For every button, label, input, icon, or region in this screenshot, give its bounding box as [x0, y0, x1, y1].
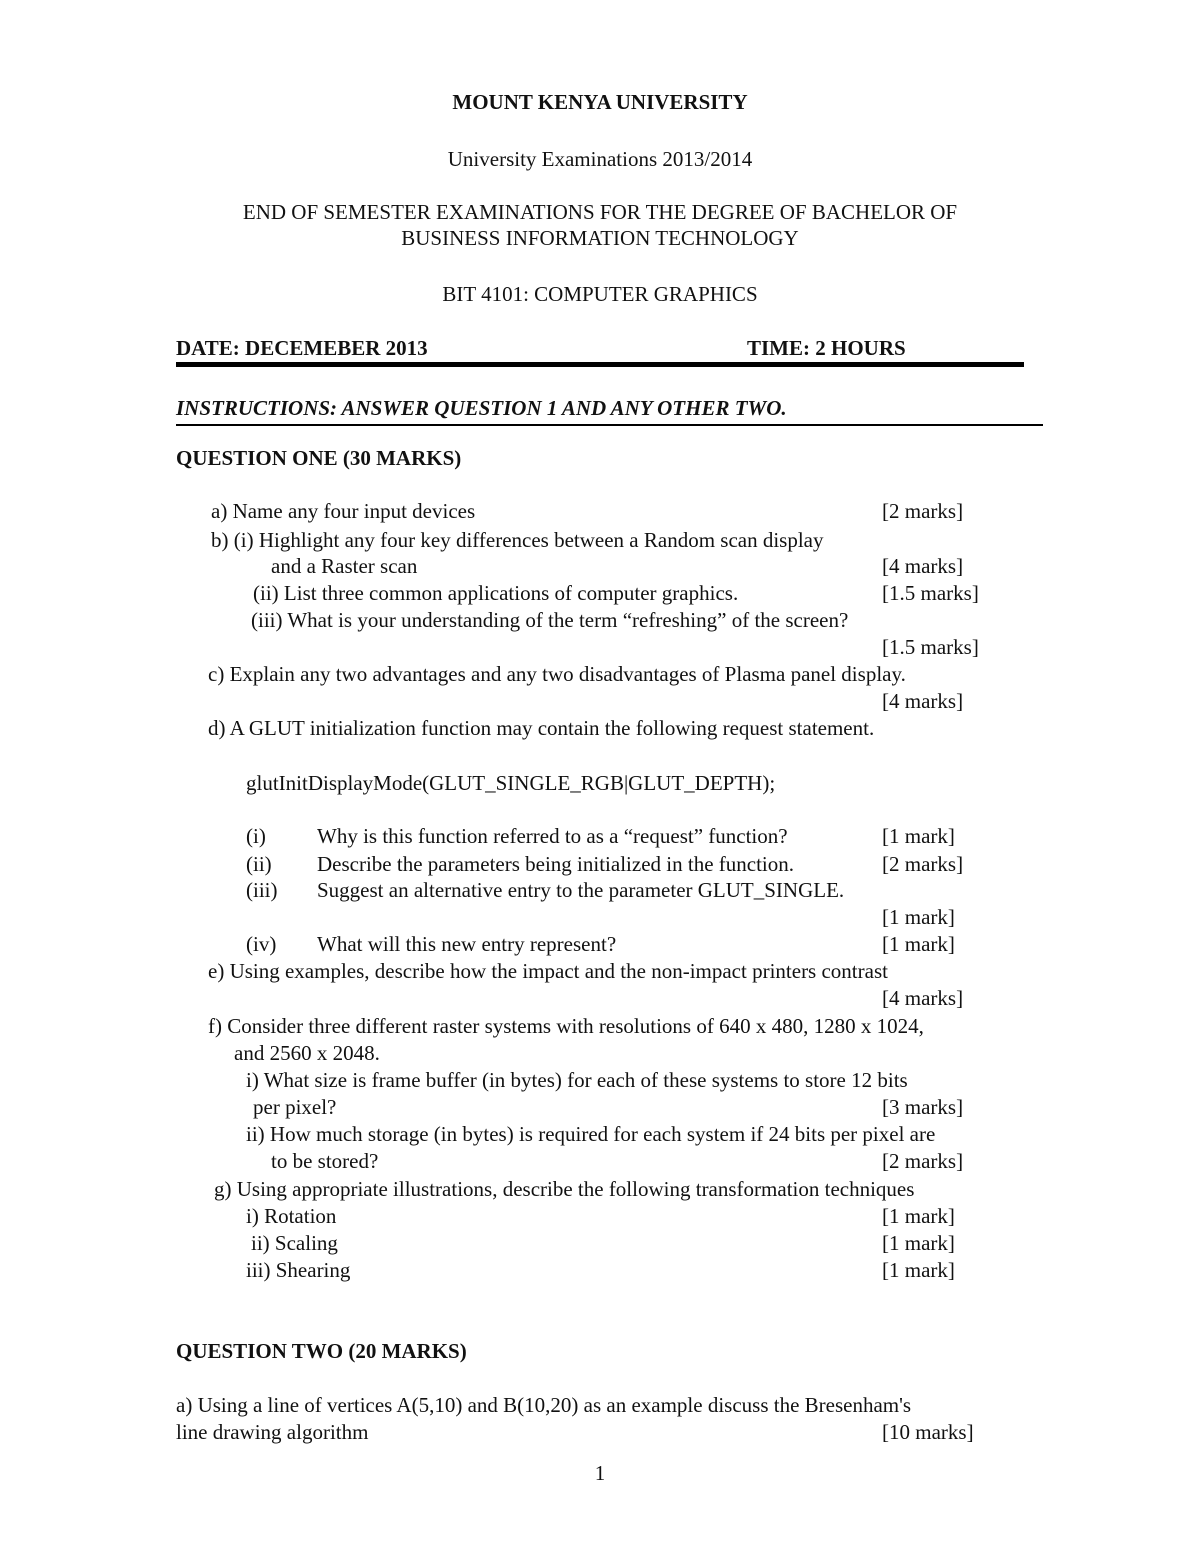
q1-b-iii-text: (iii) What is your understanding of the term “refreshing” of the screen? [251, 608, 849, 632]
q1-d-item-num: (i) [246, 824, 266, 848]
q1-d-item-text: What will this new entry represent? [317, 932, 617, 956]
q1-b-i-line2: and a Raster scan [271, 554, 418, 578]
q1-f-ii-line1: ii) How much storage (in bytes) is required for each system if 24 bits per pixel are [246, 1122, 936, 1146]
q1-g-item-marks: [1 mark] [882, 1204, 955, 1228]
q1-d-item-num: (iv) [246, 932, 277, 956]
q1-f-i-line2: per pixel? [253, 1095, 337, 1119]
q2-a-line2: line drawing algorithm [176, 1420, 369, 1444]
q1-c-marks: [4 marks] [882, 689, 964, 713]
q1-d-item-num: (ii) [246, 852, 272, 876]
q1-g-text: g) Using appropriate illustrations, describe the following transformation techniques [214, 1177, 915, 1201]
exam-time: TIME: 2 HOURS [747, 336, 906, 360]
q1-a-marks: [2 marks] [882, 499, 964, 523]
q1-f-i-line1: i) What size is frame buffer (in bytes) for each of these systems to store 12 bits [246, 1068, 908, 1092]
q2-a-line1: a) Using a line of vertices A(5,10) and B(10,20) as an example discuss the Bresenham's [176, 1393, 912, 1417]
q1-f-line1: f) Consider three different raster systems with resolutions of 640 x 480, 1280 x 1024, [208, 1014, 924, 1038]
q1-f-i-marks: [3 marks] [882, 1095, 964, 1119]
q1-g-item-text: ii) Scaling [251, 1231, 338, 1255]
q1-g-item-marks: [1 mark] [882, 1258, 955, 1282]
q1-f-ii-line2: to be stored? [271, 1149, 379, 1173]
q1-d-item-text: Describe the parameters being initialized in the function. [317, 852, 794, 876]
q1-g-item-marks: [1 mark] [882, 1231, 955, 1255]
exam-date: DATE: DECEMEBER 2013 [176, 336, 428, 360]
q1-d-item-marks: [1 mark] [882, 905, 955, 929]
q1-d-code: glutInitDisplayMode(GLUT_SINGLE_RGB|GLUT_DEPTH); [246, 771, 776, 795]
degree-line-1: END OF SEMESTER EXAMINATIONS FOR THE DEGREE OF BACHELOR OF [242, 200, 958, 224]
exam-year: University Examinations 2013/2014 [447, 147, 753, 171]
q1-d-text: d) A GLUT initialization function may contain the following request statement. [208, 716, 875, 740]
q1-f-ii-marks: [2 marks] [882, 1149, 964, 1173]
q1-c-text: c) Explain any two advantages and any two disadvantages of Plasma panel display. [208, 662, 906, 686]
q1-d-item-marks: [1 mark] [882, 824, 955, 848]
q1-f-line2: and 2560 x 2048. [234, 1041, 380, 1065]
q1-a-text: a) Name any four input devices [211, 499, 476, 523]
q1-d-item-text: Why is this function referred to as a “request” function? [317, 824, 788, 848]
q2-a-marks: [10 marks] [882, 1420, 974, 1444]
degree-line-2: BUSINESS INFORMATION TECHNOLOGY [401, 226, 799, 250]
date-divider [176, 362, 1024, 367]
q1-d-item-marks: [2 marks] [882, 852, 964, 876]
q1-b-i-line1: b) (i) Highlight any four key differences between a Random scan display [211, 528, 824, 552]
instructions: INSTRUCTIONS: ANSWER QUESTION 1 AND ANY OTHER TWO. [176, 396, 787, 420]
question-one-title: QUESTION ONE (30 MARKS) [176, 446, 462, 470]
q1-d-item-num: (iii) [246, 878, 278, 902]
page-number: 1 [594, 1461, 606, 1485]
university-title: MOUNT KENYA UNIVERSITY [452, 90, 748, 114]
q1-d-item-marks: [1 mark] [882, 932, 955, 956]
q1-d-item-text: Suggest an alternative entry to the parameter GLUT_SINGLE. [317, 878, 845, 902]
question-two-title: QUESTION TWO (20 MARKS) [176, 1339, 467, 1363]
instructions-divider [176, 424, 1043, 426]
q1-b-ii-text: (ii) List three common applications of computer graphics. [253, 581, 739, 605]
q1-g-item-text: iii) Shearing [246, 1258, 351, 1282]
q1-g-item-text: i) Rotation [246, 1204, 337, 1228]
q1-e-marks: [4 marks] [882, 986, 964, 1010]
q1-b-iii-marks: [1.5 marks] [882, 635, 979, 659]
q1-e-text: e) Using examples, describe how the impact and the non-impact printers contrast [208, 959, 888, 983]
q1-b-i-marks: [4 marks] [882, 554, 964, 578]
q1-b-ii-marks: [1.5 marks] [882, 581, 979, 605]
course-title: BIT 4101: COMPUTER GRAPHICS [442, 282, 758, 306]
